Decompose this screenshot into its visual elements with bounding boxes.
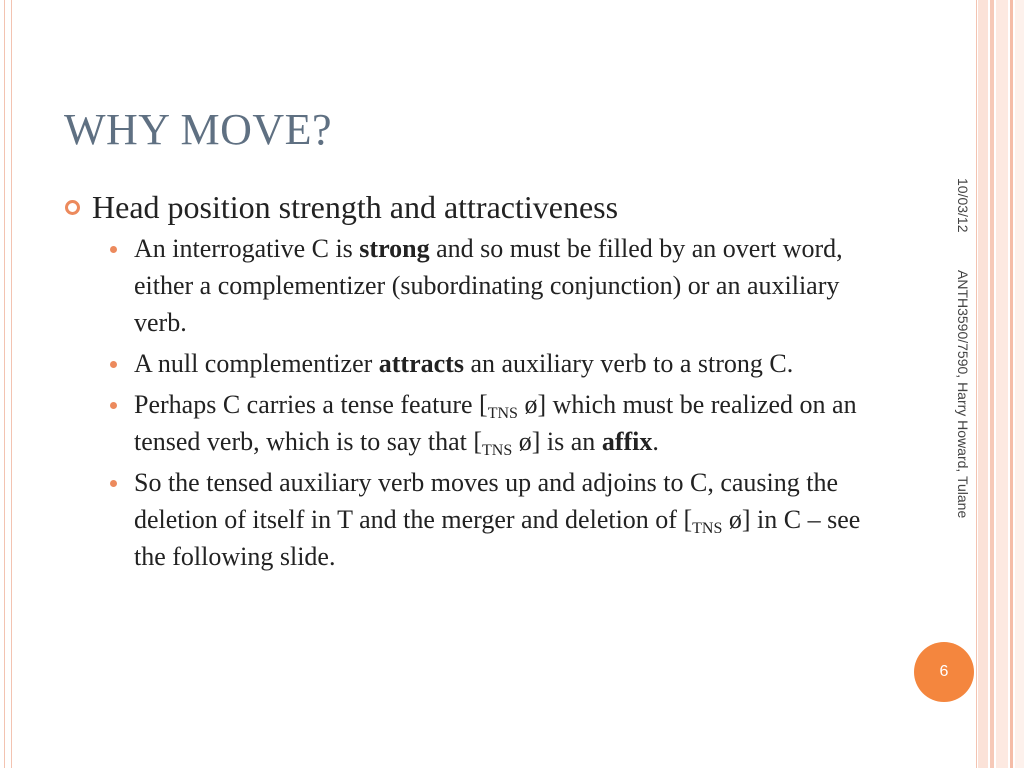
bullet-text: ø] is an — [512, 427, 602, 456]
decorative-stripe — [996, 0, 1008, 768]
slide-date: 10/03/12 — [955, 178, 971, 233]
slide-title: WHY MOVE? — [64, 105, 333, 154]
level2-bullet-item — [108, 464, 894, 575]
dot-bullet-icon — [110, 361, 117, 368]
level2-bullet-item — [108, 345, 894, 382]
subscript-label: TNS — [487, 405, 518, 422]
page-number: 6 — [939, 663, 949, 680]
page-number-badge — [914, 642, 974, 702]
decorative-stripe — [978, 0, 988, 768]
slide-content — [64, 188, 884, 579]
level1-bullet-item — [64, 188, 884, 226]
dot-bullet-icon — [110, 246, 117, 253]
bullet-text: So the tensed auxiliary verb moves up and adjoins to C, causing the deletion of itself in T and the merger and deletion of [ — [134, 468, 839, 534]
bullet-text: Perhaps C carries a tense feature [ — [134, 390, 488, 419]
bullet-text: An interrogative C is — [134, 234, 360, 263]
subscript-label: TNS — [482, 442, 513, 459]
decorative-stripe — [1015, 0, 1024, 768]
bullet-text: A null complementizer — [134, 349, 379, 378]
bullet-text: and so must be filled by an overt word, either a complementizer (subordinating conjunction) or an auxiliary verb. — [134, 234, 843, 337]
bullet-bold-term: attracts — [378, 349, 464, 378]
dot-bullet-icon — [110, 402, 117, 409]
bullet-text: ø] in C – see the following slide. — [134, 505, 861, 571]
bullet-bold-term: affix — [601, 427, 653, 456]
decorative-stripe — [990, 0, 994, 768]
dot-bullet-icon — [110, 480, 117, 487]
slide-footer: ANTH3590/7590, Harry Howard, Tulane — [955, 270, 971, 519]
bullet-text: . — [652, 427, 659, 456]
level2-bullet-item — [108, 230, 894, 341]
level1-bullet-text: Head position strength and attractiveness — [92, 189, 619, 225]
bullet-text: an auxiliary verb to a strong C. — [463, 349, 794, 378]
ring-bullet-icon — [65, 200, 80, 215]
level2-bullet-item — [108, 386, 894, 460]
decorative-stripe — [1010, 0, 1013, 768]
bullet-text: ø] which must be realized on an tensed verb, which is to say that [ — [134, 390, 857, 456]
bullet-bold-term: strong — [359, 234, 430, 263]
subscript-label: TNS — [692, 520, 723, 537]
